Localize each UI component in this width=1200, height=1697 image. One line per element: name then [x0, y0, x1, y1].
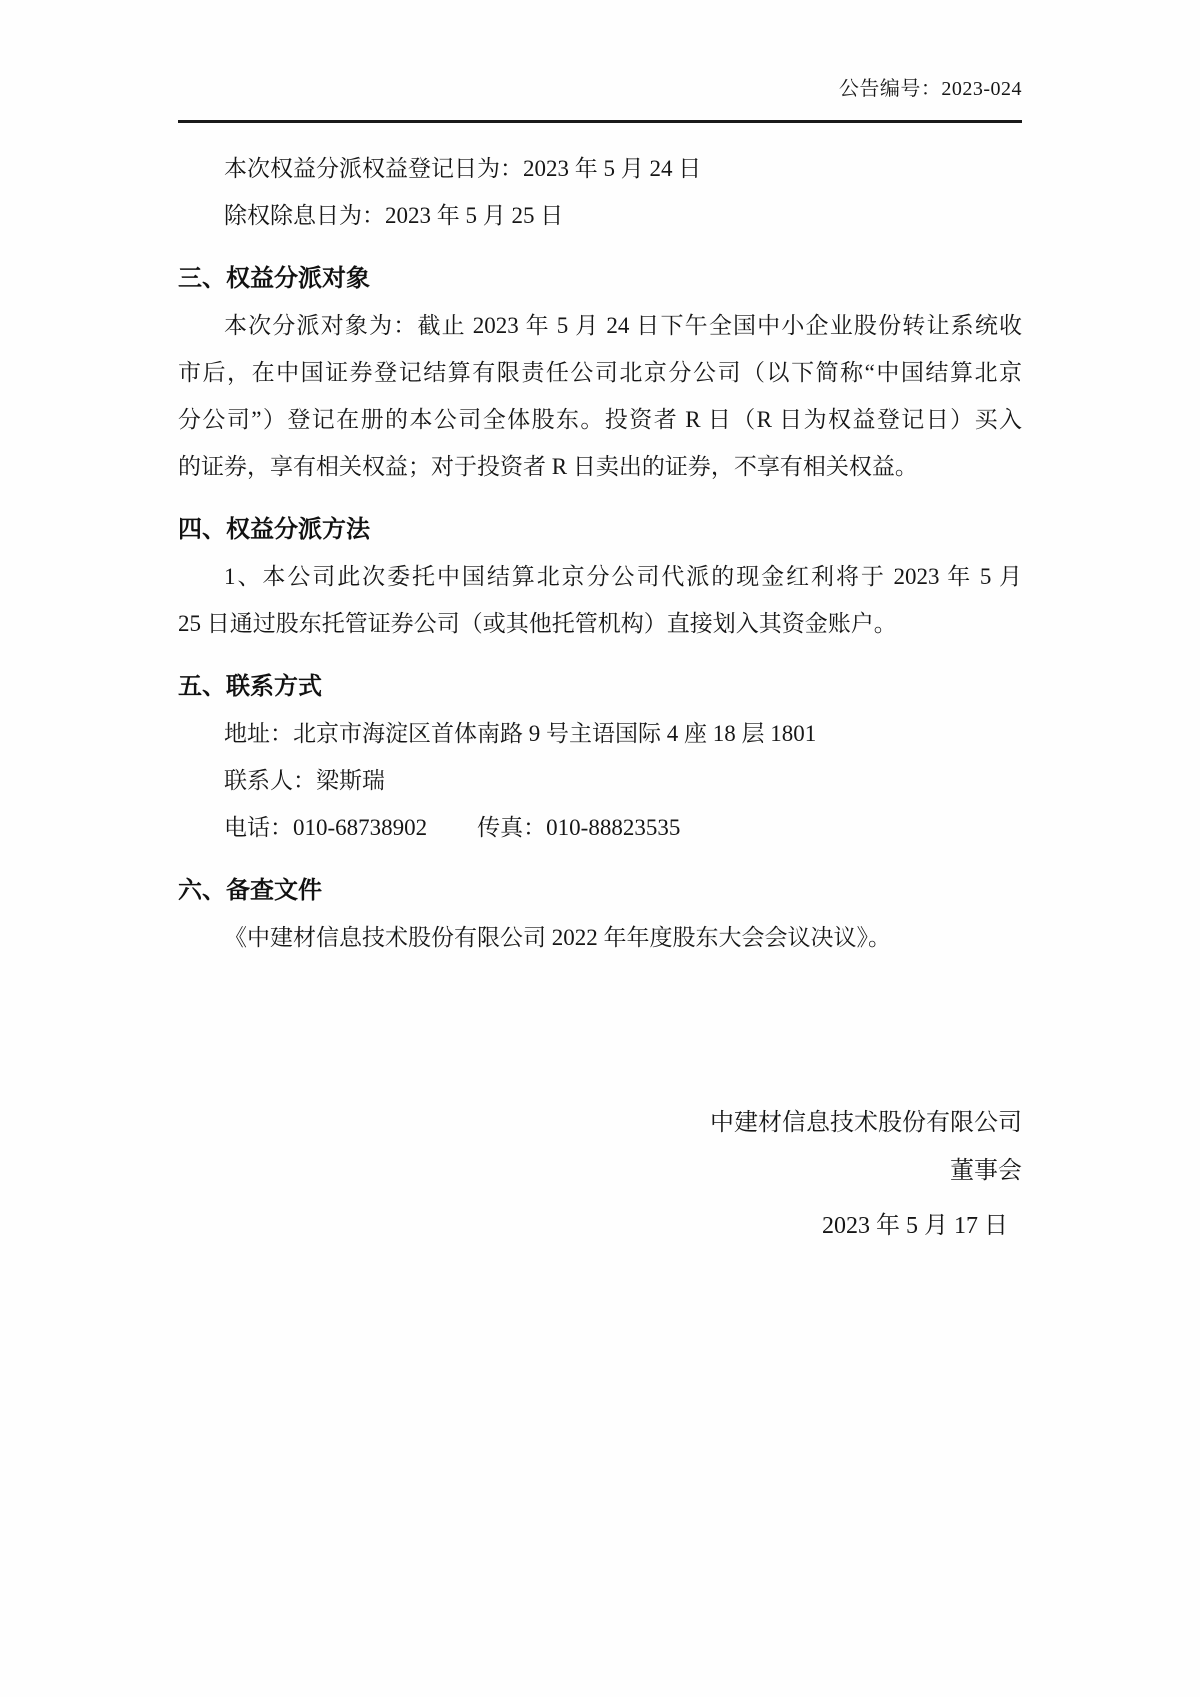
section-distribution-method [178, 506, 1022, 647]
signature-date: 2023 年 5 月 17 日 [822, 1213, 1008, 1239]
intro-block [178, 145, 1022, 239]
fax-number: 传真：010-88823535 [477, 815, 681, 840]
paragraph-line: 25 日通过股东托管证券公司（或其他托管机构）直接划入其资金账户。 [178, 611, 897, 636]
section-heading-6: 六、备查文件 [178, 877, 322, 904]
signature-block [178, 1099, 1022, 1250]
record-date-line: 本次权益分派权益登记日为：2023 年 5 月 24 日 [224, 156, 702, 181]
phone-number: 电话：010-68738902 [224, 815, 428, 840]
section-heading-3: 三、权益分派对象 [178, 265, 370, 292]
section-heading-4: 四、权益分派方法 [178, 516, 370, 543]
ex-dividend-date-line: 除权除息日为：2023 年 5 月 25 日 [224, 203, 564, 228]
phone-fax-line [178, 804, 1022, 851]
paragraph-line: 的证券，享有相关权益；对于投资者 R 日卖出的证券，不享有相关权益。 [178, 454, 918, 479]
paragraph-line: 市后，在中国证券登记结算有限责任公司北京分公司（以下简称“中国结算北京 [178, 360, 1022, 385]
announcement-number: 公告编号：2023-024 [838, 78, 1022, 100]
reference-document-line: 《中建材信息技术股份有限公司 2022 年年度股东大会会议决议》。 [224, 925, 891, 950]
section-contact-info [178, 663, 1022, 851]
paragraph-line: 分公司”）登记在册的本公司全体股东。投资者 R 日（R 日为权益登记日）买入 [178, 407, 1022, 432]
section-reference-documents [178, 867, 1022, 961]
contact-person-line: 联系人：梁斯瑞 [224, 768, 385, 793]
signature-company: 中建材信息技术股份有限公司 [710, 1110, 1022, 1136]
signature-board: 董事会 [950, 1158, 1022, 1184]
paragraph-line: 1、本公司此次委托中国结算北京分公司代派的现金红利将于 2023 年 5 月 [224, 564, 1022, 589]
paragraph-line: 本次分派对象为：截止 2023 年 5 月 24 日下午全国中小企业股份转让系统收 [224, 313, 1022, 338]
section-heading-5: 五、联系方式 [178, 673, 322, 700]
section-distribution-targets [178, 255, 1022, 490]
address-line: 地址：北京市海淀区首体南路 9 号主语国际 4 座 18 层 1801 [224, 721, 817, 746]
header-divider [178, 120, 1022, 123]
